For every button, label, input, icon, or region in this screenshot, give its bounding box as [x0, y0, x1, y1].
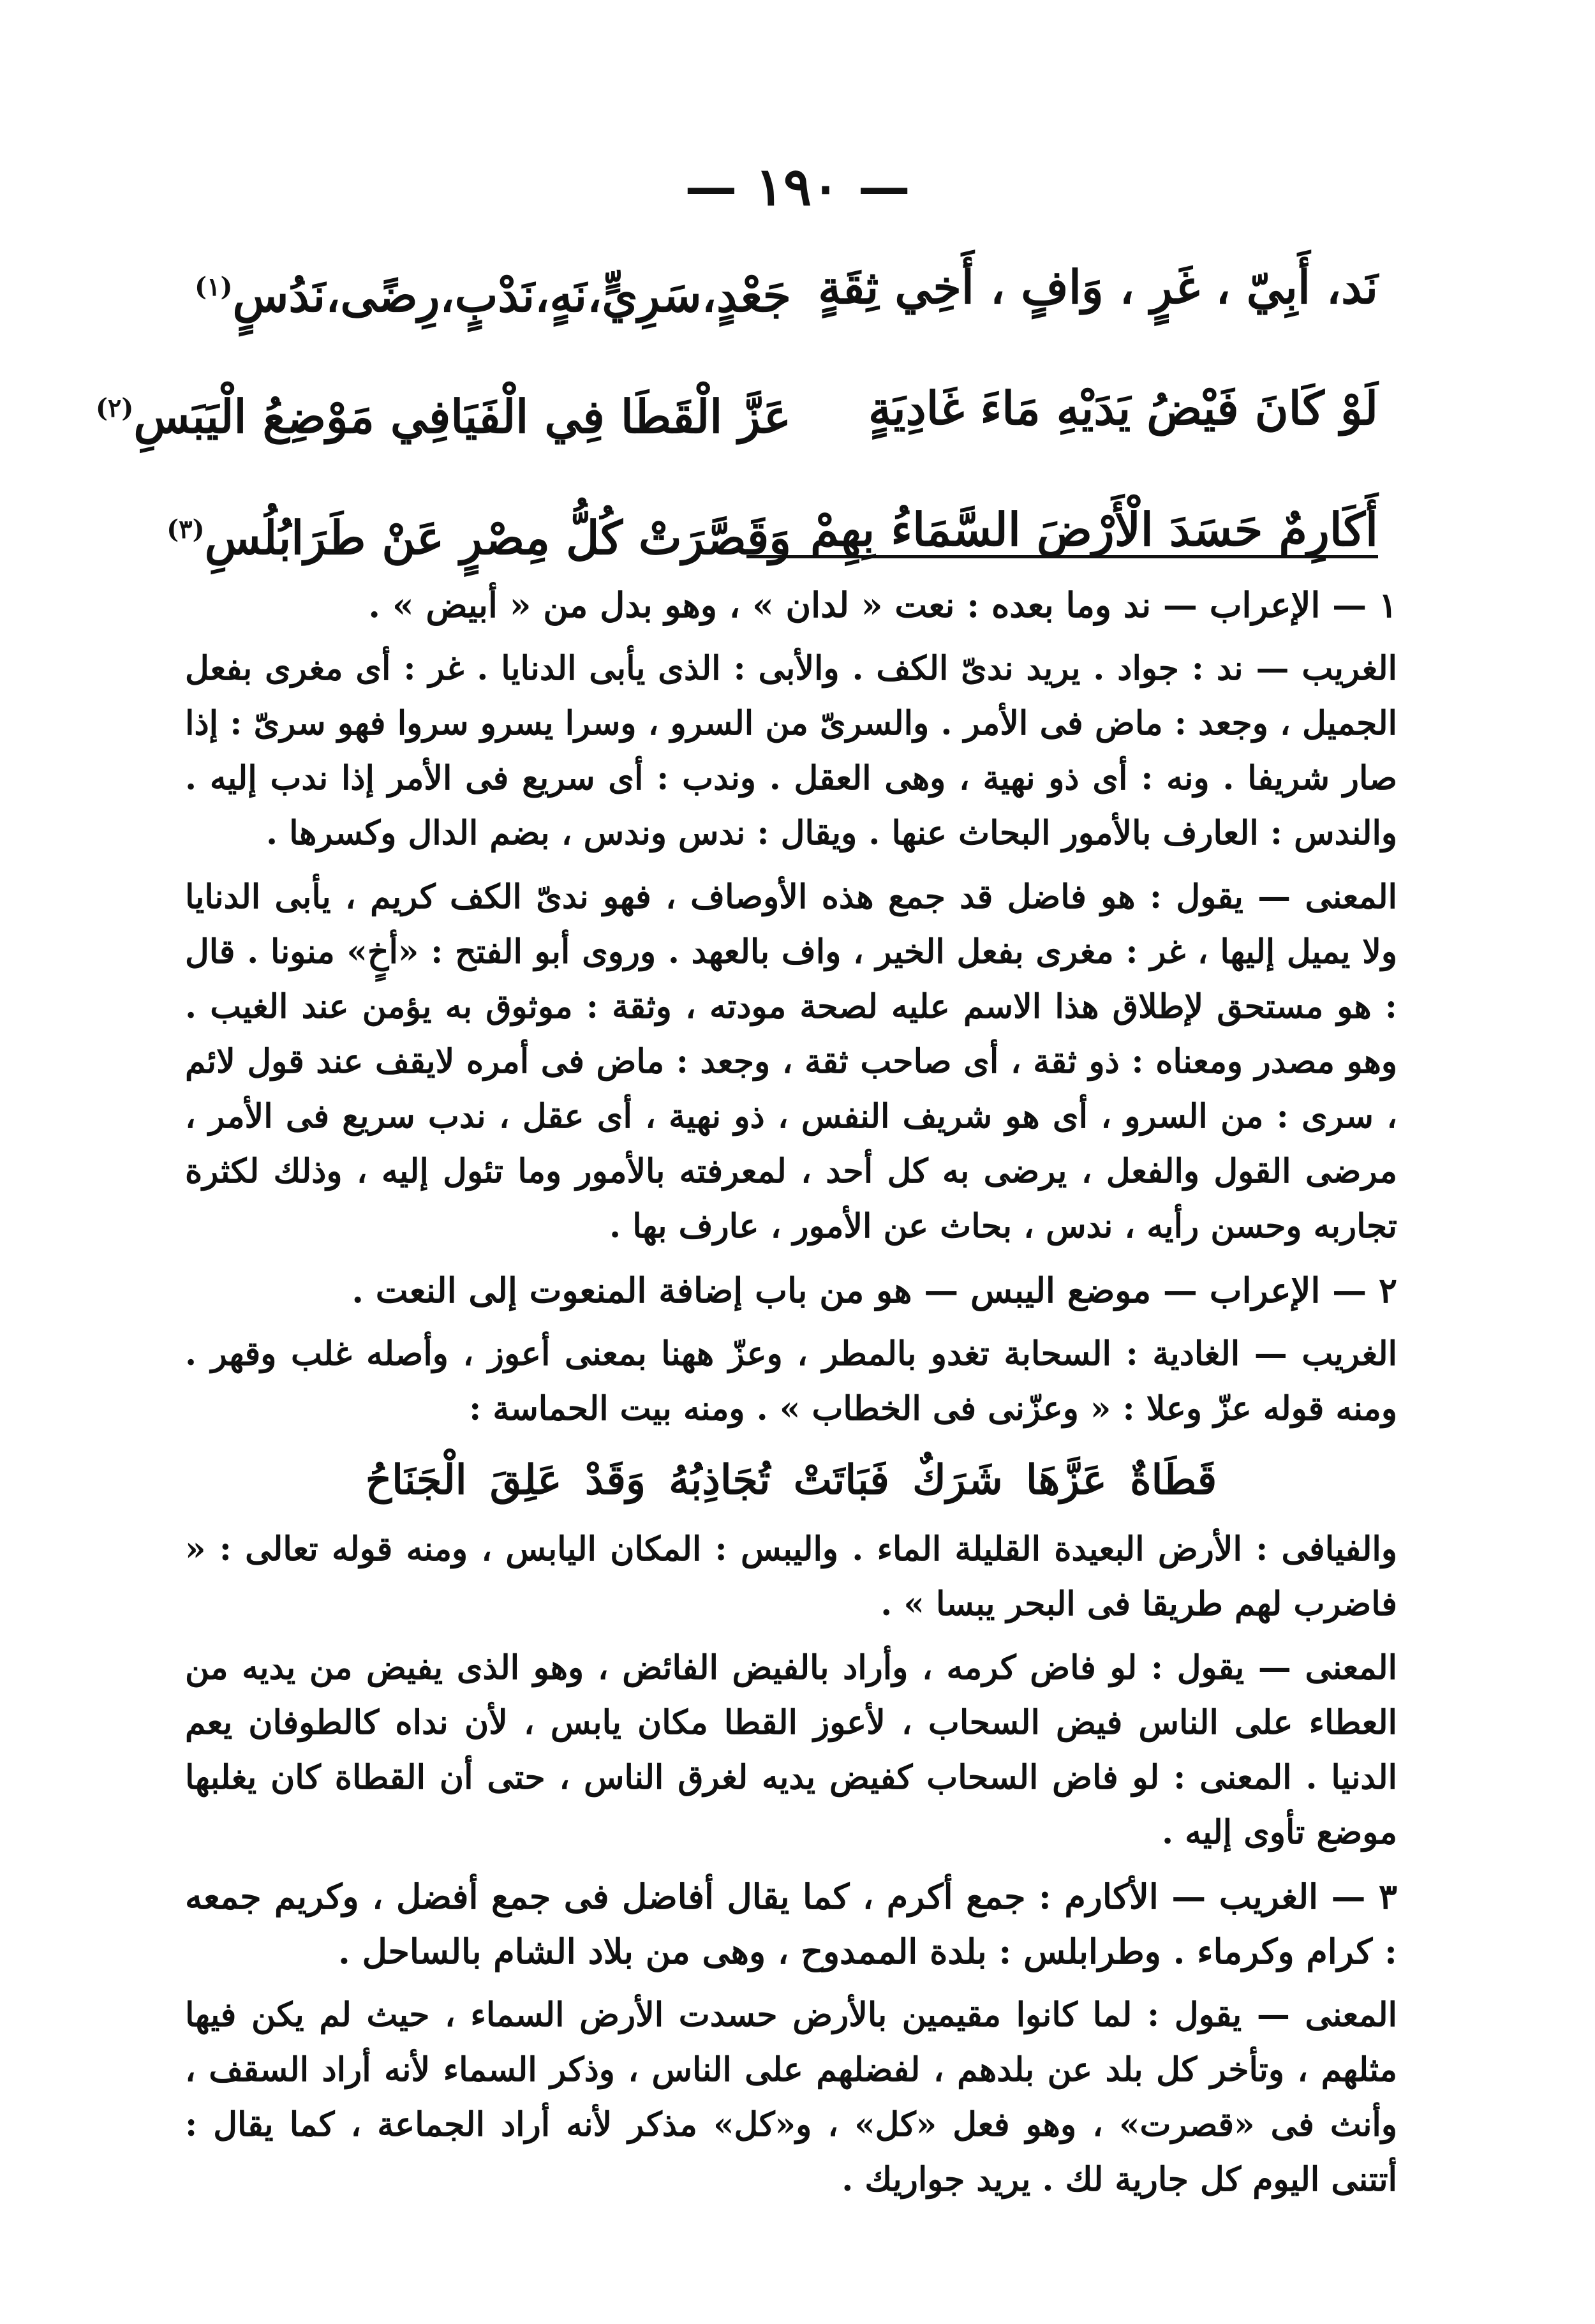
- note-paragraph: والفيافى : الأرض البعيدة القليلة الماء . واليبس : المكان اليابس ، ومنه قوله تعالى : « فاضرب لهم طريقا فى البحر يبسا » .: [185, 1530, 1397, 1623]
- note-paragraph: ٣ — الغريب — الأكارم : جمع أكرم ، كما يقال أفاضل فى جمع أفضل ، وكريم جمعه : كرام وكرماء . وطرابلس : بلدة الممدوح ، وهى من بلاد الشام بالساحل .: [185, 1876, 1397, 1972]
- note-paragraph: المعنى — يقول : هو فاضل قد جمع هذه الأوصاف ، فهو ندىّ الكف كريم ، يأبى الدنايا ولا يميل إليها ، غر : مغرى بفعل الخير ، واف بالعهد . وروى أبو الفتح : «أخٍ» منونا . قال : هو مستحق لإطلاق هذا الاسم عليه لصحة مودته ، وثقة : موثوق به يؤمن عند الغيب . وهو مصدر ومعناه : ذو ثقة ، أى صاحب ثقة ، وجعد : ماض فى أمره لايقف عند قول لائم ، سرى : من السرو ، أى هو شريف النفس ، ذو نهية ، أى عقل ، ندب سريع فى الأمر ، مرضى القول والفعل ، يرضى به كل أحد ، لمعرفته بالأمور وما تئول إليه ، وذلك لكثرة تجاربه وحسن رأيه ، ندس ، بحاث عن الأمور ، عارف بها .: [185, 877, 1397, 1246]
- note-paragraph: الغريب — ند : جواد . يريد ندىّ الكف . والأبى : الذى يأبى الدنايا . غر : أى مغرى بفعل الجميل ، وجعد : ماض فى الأمر . والسرىّ من السرو ، وسرا يسرو سروا فهو سرىّ : إذا صار شريفا . ونه : أى ذو نهية ، وهى العقل . وندب : أى سريع فى الأمر إذا ندب إليه . والندس : العارف بالأمور البحاث عنها . ويقال : ندس وندس ، بضم الدال وكسرها .: [185, 649, 1397, 853]
- note-paragraph: المعنى — يقول : لما كانوا مقيمين بالأرض حسدت الأرض السماء ، حيث لم يكن فيها مثلهم ، وتأخر كل بلد عن بلدهم ، لفضلهم على الناس ، وذكر السماء لأنه أراد السقف ، وأنث فى «قصرت» ، وهو فعل «كل» ، و«كل» مذكر لأنه أراد الجماعة ، كما يقال : أتتنى اليوم كل جارية لك . يريد جواريك .: [185, 1995, 1397, 2199]
- note-paragraph: المعنى — يقول : لو فاض كرمه ، وأراد بالفيض الفائض ، وهو الذى يفيض من يديه من العطاء على الناس فيض السحاب ، لأعوز القطا مكان يابس ، لأن نداه كالطوفان يعم الدنيا . المعنى : لو فاض السحاب كفيض يديه لغرق الناس ، حتى أن القطاة كان يغلبها موضع تأوى إليه .: [185, 1648, 1397, 1852]
- divider-rule: [746, 555, 1378, 558]
- verse-second-text: عَزَّ الْقَطَا فِي الْفَيَافِي مَوْضِعُ الْيَبَسِ: [133, 389, 791, 443]
- verse-second-hemistich: [195, 246, 791, 337]
- verse-second-hemistich: [95, 367, 791, 458]
- commentary: [185, 577, 1397, 2216]
- verse-second-hemistich: [167, 488, 791, 579]
- verse-first-hemistich: لَوْ كَانَ فَيْضُ يَدَيْهِ مَاءَ غَادِيَةٍ: [868, 381, 1378, 435]
- page-number: — ١٩٠ —: [685, 156, 910, 218]
- verse-first-hemistich: أَكَارِمٌ حَسَدَ الْأَرْضَ السَّمَاءُ بِهِمْ: [810, 502, 1378, 556]
- quoted-verse: قَطَاةٌ عَزَّهَا شَرَكٌ فَبَاتَتْ تُجَاذِبُهُ وَقَدْ عَلِقَ الْجَنَاحُ: [365, 1456, 1217, 1504]
- verse-second-text: جَعْدٍ،سَرِيٍّ،نَهٍ،نَدْبٍ،رِضًى،نَدُسٍ: [232, 268, 791, 322]
- verse-line: [195, 246, 1378, 367]
- verse-line: [95, 367, 1378, 488]
- verse-second-text: وَقَصَّرَتْ كُلُّ مِصْرٍ عَنْ طَرَابُلُسِ: [204, 510, 791, 565]
- verse-first-hemistich: نَد، أَبِيّ ، غَرٍ ، وَافٍ ، أَخِي ثِقَةٍ: [818, 260, 1378, 314]
- footnote-ref: (١): [195, 272, 233, 302]
- note-paragraph: الغريب — الغادية : السحابة تغدو بالمطر ، وعزّ ههنا بمعنى أعوز ، وأصله غلب وقهر . ومنه قوله عزّ وعلا : « وعزّنى فى الخطاب » . ومنه بيت الحماسة :: [185, 1334, 1397, 1428]
- note-paragraph: ١ — الإعراب — ند وما بعده : نعت « لدان » ، وهو بدل من « أبيض » .: [368, 585, 1397, 625]
- note-paragraph: ٢ — الإعراب — موضع اليبس — هو من باب إضافة المنعوت إلى النعت .: [352, 1270, 1397, 1311]
- footnote-ref: (٢): [95, 393, 134, 423]
- footnote-ref: (٣): [167, 514, 205, 544]
